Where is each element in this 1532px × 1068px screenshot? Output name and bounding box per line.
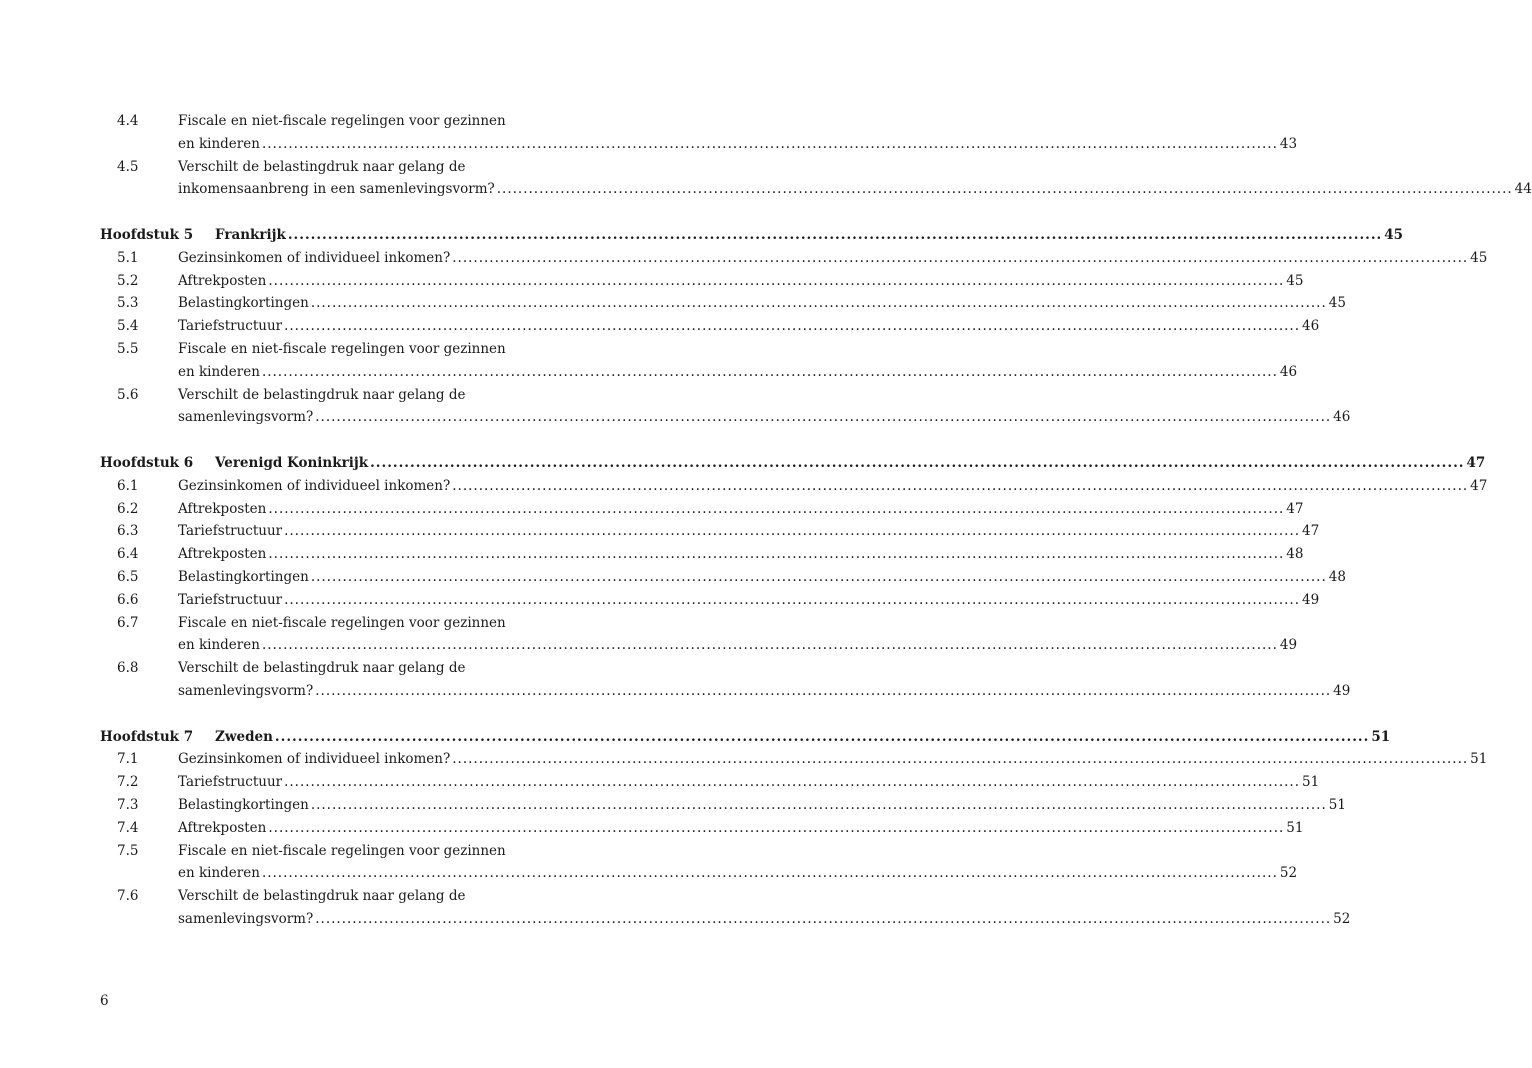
- section-number: 6.2: [117, 500, 139, 517]
- chapter-heading: [100, 224, 1404, 247]
- section-title: en kinderen: [178, 135, 260, 152]
- dot-leader: [268, 270, 1284, 293]
- toc-entry: [100, 908, 1351, 931]
- page-reference: 48: [1286, 546, 1304, 563]
- toc-entry: [100, 338, 638, 361]
- dot-leader: [262, 133, 1278, 156]
- chapter-title: Zweden: [215, 728, 273, 745]
- page-reference: 45: [1384, 226, 1404, 243]
- section-title: Verschilt de belastingdruk naar gelang de: [178, 660, 466, 677]
- dot-leader: [284, 589, 1300, 612]
- page-reference: 51: [1470, 751, 1488, 768]
- section-number: 7.5: [117, 842, 139, 859]
- dot-leader: [268, 543, 1284, 566]
- section-title: Verschilt de belastingdruk naar gelang de: [178, 158, 466, 175]
- section-title: inkomensaanbreng in een samenlevingsvorm?: [178, 181, 495, 198]
- page-reference: 51: [1328, 796, 1346, 813]
- page-reference: 49: [1333, 682, 1351, 699]
- section-title: Gezinsinkomen of individueel inkomen?: [178, 249, 451, 266]
- page-reference: 52: [1333, 910, 1351, 927]
- toc-entry: [100, 634, 1298, 657]
- toc-entry: [100, 110, 638, 133]
- page-reference: 47: [1466, 454, 1486, 471]
- section-number: 7.6: [117, 888, 139, 905]
- chapter-heading: [100, 726, 1391, 749]
- toc-entry: [100, 748, 1488, 771]
- dot-leader: [370, 452, 1464, 475]
- toc-entry: [100, 771, 1320, 794]
- section-title: Belastingkortingen: [178, 568, 309, 585]
- page-reference: 46: [1279, 363, 1298, 380]
- section-title: Aftrekposten: [178, 546, 267, 563]
- dot-leader: [262, 634, 1278, 657]
- toc-entry: [100, 475, 1488, 498]
- section-title: Aftrekposten: [178, 819, 267, 836]
- toc-entry: [100, 133, 1298, 156]
- chapter-label: Hoofdstuk 6: [100, 454, 194, 471]
- toc-entry: [100, 657, 638, 680]
- dot-leader: [268, 817, 1284, 840]
- chapter-heading: [100, 452, 1486, 475]
- dot-leader: [268, 498, 1284, 521]
- section-title: Aftrekposten: [178, 272, 267, 289]
- toc-entry: [100, 589, 1320, 612]
- page-reference: 46: [1302, 318, 1320, 335]
- toc-entry: [100, 178, 1532, 201]
- page-reference: 48: [1328, 568, 1346, 585]
- page-reference: 45: [1328, 295, 1346, 312]
- dot-leader: [284, 771, 1300, 794]
- dot-leader: [311, 292, 1327, 315]
- section-title: Verschilt de belastingdruk naar gelang de: [178, 888, 466, 905]
- section-title: Gezinsinkomen of individueel inkomen?: [178, 477, 451, 494]
- section-title: Fiscale en niet-fiscale regelingen voor gezinnen: [178, 340, 506, 357]
- section-number: 5.5: [117, 340, 139, 357]
- section-title: samenlevingsvorm?: [178, 910, 314, 927]
- section-number: 7.2: [117, 774, 139, 791]
- section-title: Tariefstructuur: [178, 774, 283, 791]
- section-title: Tariefstructuur: [178, 523, 283, 540]
- toc-entry: [100, 840, 638, 863]
- spacer: [100, 429, 638, 452]
- section-number: 6.6: [117, 591, 139, 608]
- chapter-title: Frankrijk: [215, 226, 286, 243]
- section-number: 5.3: [117, 295, 139, 312]
- section-title: Belastingkortingen: [178, 796, 309, 813]
- page-reference: 47: [1302, 523, 1320, 540]
- section-title: Belastingkortingen: [178, 295, 309, 312]
- dot-leader: [284, 520, 1300, 543]
- section-number: 7.4: [117, 819, 139, 836]
- toc-entry: [100, 384, 638, 407]
- toc-entry: [100, 612, 638, 635]
- section-title: Tariefstructuur: [178, 318, 283, 335]
- section-title: Verschilt de belastingdruk naar gelang de: [178, 386, 466, 403]
- chapter-title: Verenigd Koninkrijk: [215, 454, 369, 471]
- dot-leader: [284, 315, 1300, 338]
- toc-entry: [100, 315, 1320, 338]
- spacer: [100, 201, 638, 224]
- toc-entry: [100, 862, 1298, 885]
- section-number: 4.5: [117, 158, 139, 175]
- dot-leader: [262, 862, 1278, 885]
- section-number: 5.2: [117, 272, 139, 289]
- section-title: Gezinsinkomen of individueel inkomen?: [178, 751, 451, 768]
- page-reference: 44: [1514, 181, 1532, 198]
- toc-entry: [100, 817, 1304, 840]
- toc-entry: [100, 270, 1304, 293]
- dot-leader: [452, 748, 1468, 771]
- toc-entry: [100, 543, 1304, 566]
- section-number: 5.4: [117, 318, 139, 335]
- section-title: Aftrekposten: [178, 500, 267, 517]
- toc-entry: [100, 361, 1298, 384]
- toc-entry: [100, 520, 1320, 543]
- section-number: 5.6: [117, 386, 139, 403]
- dot-leader: [452, 475, 1468, 498]
- section-number: 5.1: [117, 249, 139, 266]
- toc-entry: [100, 885, 638, 908]
- dot-leader: [288, 224, 1382, 247]
- toc-entry: [100, 794, 1346, 817]
- section-number: 6.1: [117, 477, 139, 494]
- section-title: samenlevingsvorm?: [178, 409, 314, 426]
- section-title: en kinderen: [178, 637, 260, 654]
- page-reference: 51: [1286, 819, 1304, 836]
- toc-entry: [100, 566, 1346, 589]
- dot-leader: [315, 908, 1331, 931]
- chapter-label: Hoofdstuk 7: [100, 728, 194, 745]
- dot-leader: [452, 247, 1468, 270]
- section-number: 6.3: [117, 523, 139, 540]
- page-reference: 47: [1286, 500, 1304, 517]
- dot-leader: [311, 566, 1327, 589]
- section-title: Fiscale en niet-fiscale regelingen voor gezinnen: [178, 113, 506, 129]
- spacer: [100, 703, 638, 726]
- section-title: Fiscale en niet-fiscale regelingen voor gezinnen: [178, 614, 506, 631]
- page-reference: 51: [1302, 774, 1320, 791]
- toc-entry: [100, 498, 1304, 521]
- section-number: 6.8: [117, 660, 139, 677]
- toc-entry: [100, 156, 638, 179]
- page-reference: 43: [1279, 135, 1298, 152]
- dot-leader: [315, 406, 1331, 429]
- section-title: samenlevingsvorm?: [178, 682, 314, 699]
- toc-entry: [100, 247, 1488, 270]
- section-number: 6.5: [117, 568, 139, 585]
- chapter-label: Hoofdstuk 5: [100, 226, 194, 243]
- section-number: 7.3: [117, 796, 139, 813]
- page-reference: 49: [1279, 637, 1298, 654]
- toc-entry: [100, 680, 1351, 703]
- page-number: 6: [100, 993, 109, 1009]
- section-title: Fiscale en niet-fiscale regelingen voor gezinnen: [178, 842, 506, 859]
- page-reference: 47: [1470, 477, 1488, 494]
- dot-leader: [275, 726, 1369, 749]
- dot-leader: [315, 680, 1331, 703]
- page-reference: 52: [1279, 865, 1298, 882]
- page-reference: 45: [1286, 272, 1304, 289]
- page-reference: 46: [1333, 409, 1351, 426]
- dot-leader: [311, 794, 1327, 817]
- section-title: Tariefstructuur: [178, 591, 283, 608]
- section-number: 6.4: [117, 546, 139, 563]
- section-number: 6.7: [117, 614, 139, 631]
- section-number: 7.1: [117, 751, 139, 768]
- section-title: en kinderen: [178, 865, 260, 882]
- section-title: en kinderen: [178, 363, 260, 380]
- table-of-contents: [100, 110, 1532, 931]
- dot-leader: [262, 361, 1278, 384]
- page-reference: 49: [1302, 591, 1320, 608]
- toc-entry: [100, 292, 1346, 315]
- toc-entry: [100, 406, 1351, 429]
- page-reference: 51: [1371, 728, 1391, 745]
- page-reference: 45: [1470, 249, 1488, 266]
- section-number: 4.4: [117, 113, 139, 129]
- dot-leader: [497, 178, 1513, 201]
